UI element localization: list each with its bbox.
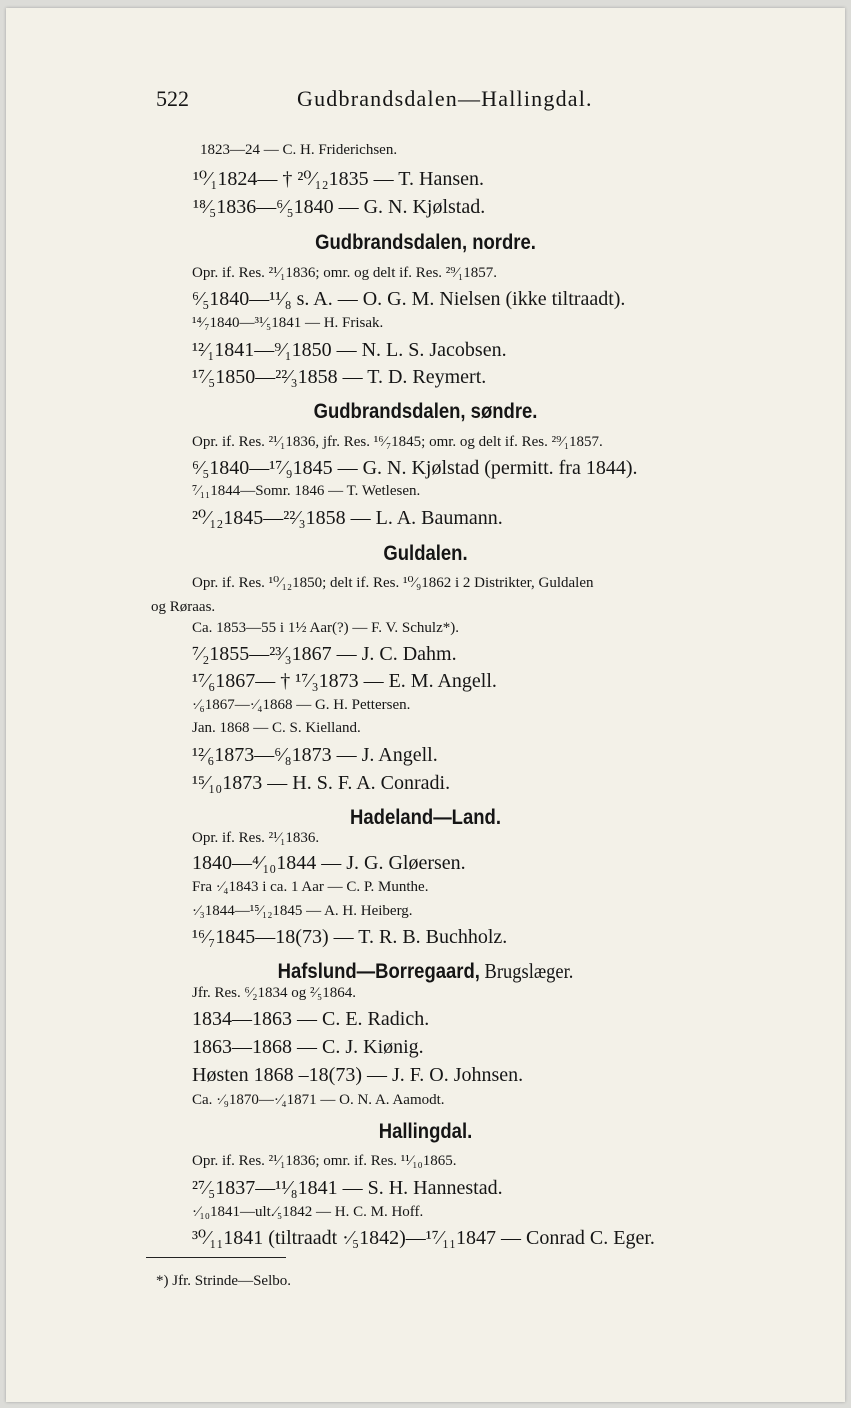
footnote-rule — [146, 1257, 286, 1258]
book-page — [6, 8, 845, 1402]
entry-line: ⁶⁄₅1840—¹¹⁄₈ s. A. — O. G. M. Nielsen (ikke tiltraadt). — [192, 288, 626, 310]
entry-line: ¹⁰⁄₁1824— † ²⁰⁄₁₂1835 — T. Hansen. — [193, 168, 484, 190]
entry-line: ¹⁸⁄₅1836—⁶⁄₅1840 — G. N. Kjølstad. — [193, 196, 486, 218]
entry-line: ¹⁷⁄₅1850—²²⁄₃1858 — T. D. Reymert. — [192, 366, 487, 388]
entry-line: og Røraas. — [151, 599, 216, 615]
entry-line: 1840—⁴⁄₁₀1844 — J. G. Gløersen. — [192, 852, 466, 874]
entry-line: ¹⁷⁄₆1867— † ¹⁷⁄₃1873 — E. M. Angell. — [192, 670, 497, 692]
section-heading-main: Hafslund—Borregaard, — [277, 960, 480, 983]
section-heading: Hallingdal. — [378, 1120, 473, 1143]
entry-line: Opr. if. Res. ²¹⁄₁1836. — [192, 830, 320, 846]
footnote: *) Jfr. Strinde—Selbo. — [156, 1273, 291, 1289]
entry-line: ¹⁶⁄₇1845—18(73) — T. R. B. Buchholz. — [192, 926, 508, 948]
entry-line: ⁷⁄₁₁1844—Somr. 1846 — T. Wetlesen. — [192, 483, 421, 499]
entry-line: 1834—1863 — C. E. Radich. — [192, 1008, 430, 1030]
entry-line: Jan. 1868 — C. S. Kielland. — [192, 720, 361, 736]
entry-line: ·⁄₆1867—·⁄₄1868 — G. H. Pettersen. — [192, 697, 411, 713]
section-heading-suffix: Brugslæger. — [479, 959, 574, 983]
entry-line: ¹⁵⁄₁₀1873 — H. S. F. A. Conradi. — [192, 772, 451, 794]
section-heading — [56, 961, 794, 982]
entry-line: ²⁰⁄₁₂1845—²²⁄₃1858 — L. A. Baumann. — [192, 507, 503, 529]
entry-line: Opr. if. Res. ²¹⁄₁1836; omr. og delt if. Res. ²⁹⁄₁1857. — [192, 265, 498, 281]
section-heading: Hadeland—Land. — [350, 806, 501, 829]
entry-line: Opr. if. Res. ¹⁰⁄₁₂1850; delt if. Res. ¹⁰⁄₉1862 i 2 Distrikter, Guldalen — [192, 575, 594, 591]
entry-line: ¹²⁄₆1873—⁶⁄₈1873 — J. Angell. — [192, 744, 438, 766]
entry-line: Fra ·⁄₄1843 i ca. 1 Aar — C. P. Munthe. — [192, 879, 429, 895]
entry-line: Høsten 1868 –18(73) — J. F. O. Johnsen. — [192, 1064, 524, 1086]
page-number: 522 — [156, 86, 189, 111]
entry-line: Opr. if. Res. ²¹⁄₁1836, jfr. Res. ¹⁶⁄₇1845; omr. og delt if. Res. ²⁹⁄₁1857. — [192, 434, 603, 450]
entry-line: ¹²⁄₁1841—⁹⁄₁1850 — N. L. S. Jacobsen. — [192, 339, 507, 361]
entry-line: ⁷⁄₂1855—²³⁄₃1867 — J. C. Dahm. — [192, 643, 457, 665]
entry-line: Ca. ·⁄₉1870—·⁄₄1871 — O. N. A. Aamodt. — [192, 1092, 445, 1108]
section-heading: Guldalen. — [383, 542, 468, 565]
entry-line: ³⁰⁄₁₁1841 (tiltraadt ·⁄₅1842)—¹⁷⁄₁₁1847 — Conrad C. Eger. — [192, 1227, 655, 1249]
running-title: Gudbrandsdalen—Hallingdal. — [297, 86, 593, 111]
entry-line: ·⁄₃1844—¹⁵⁄₁₂1845 — A. H. Heiberg. — [192, 903, 413, 919]
entry-line: 1823—24 — C. H. Friderichsen. — [200, 142, 398, 158]
entry-line: 1863—1868 — C. J. Kiønig. — [192, 1036, 424, 1058]
entry-line: ⁶⁄₅1840—¹⁷⁄₉1845 — G. N. Kjølstad (permitt. fra 1844). — [192, 457, 638, 479]
entry-line: Jfr. Res. ⁶⁄₂1834 og ²⁄₅1864. — [192, 985, 356, 1001]
entry-line: Ca. 1853—55 i 1½ Aar(?) — F. V. Schulz*). — [192, 620, 459, 636]
entry-line: ¹⁴⁄₇1840—³¹⁄₅1841 — H. Frisak. — [192, 315, 384, 331]
section-heading: Gudbrandsdalen, søndre. — [313, 400, 538, 423]
entry-line: ·⁄₁₀1841—ult.⁄₅1842 — H. C. M. Hoff. — [192, 1204, 424, 1220]
entry-line: Opr. if. Res. ²¹⁄₁1836; omr. if. Res. ¹¹⁄₁₀1865. — [192, 1153, 457, 1169]
section-heading: Gudbrandsdalen, nordre. — [315, 231, 536, 254]
entry-line: ²⁷⁄₅1837—¹¹⁄₈1841 — S. H. Hannestad. — [192, 1177, 503, 1199]
